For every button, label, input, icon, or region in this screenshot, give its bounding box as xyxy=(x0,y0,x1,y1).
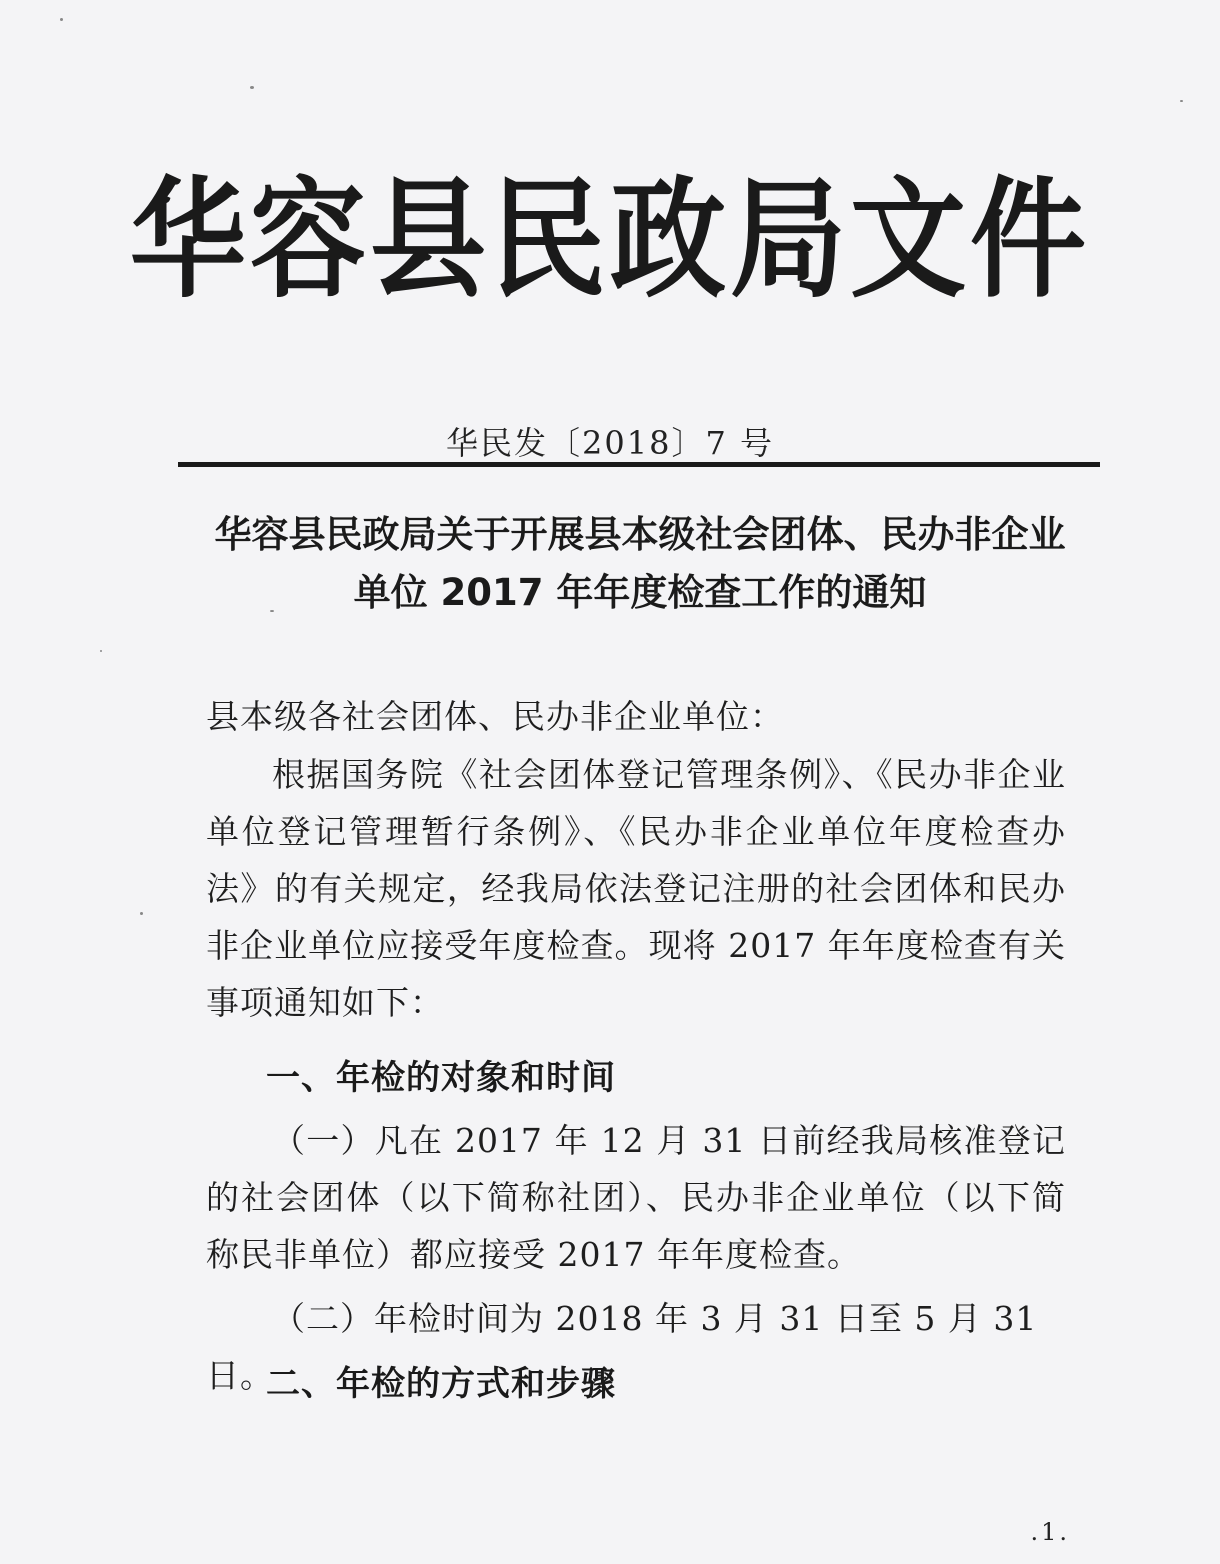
header-rule xyxy=(178,462,1100,467)
masthead-title: 华容县民政局文件 xyxy=(130,164,1090,316)
document-title-line-1: 华容县民政局关于开展县本级社会团体、民办非企业 xyxy=(214,513,1066,556)
intro-paragraph: 根据国务院《社会团体登记管理条例》、《民办非企业单位登记管理暂行条例》、《民办非企业单位年度检查办法》的有关规定，经我局依法登记注册的社会团体和民办非企业单位应接受年度检查。现将 2017 年年度检查有关事项通知如下： xyxy=(206,755,1066,1022)
page-number: .1. xyxy=(1030,1518,1070,1546)
document-title-line-2: 单位 2017 年年度检查工作的通知 xyxy=(353,571,927,614)
section-1-item-1: （一）凡在 2017 年 12 月 31 日前经我局核准登记的社会团体（以下简称社团）、民办非企业单位（以下简称民非单位）都应接受 2017 年年度检查。 xyxy=(206,1121,1066,1274)
section-1-heading: 一、年检的对象和时间 xyxy=(266,1058,616,1098)
scan-speck xyxy=(1180,100,1183,102)
scan-speck xyxy=(100,650,102,652)
scan-speck xyxy=(250,86,254,89)
document-title xyxy=(150,506,1130,622)
scan-speck xyxy=(270,610,274,612)
section-1-item-2: （二）年检时间为 2018 年 3 月 31 日至 5 月 31 日。 xyxy=(206,1299,1038,1395)
section-2-heading: 二、年检的方式和步骤 xyxy=(266,1364,616,1404)
scan-speck xyxy=(60,18,63,21)
document-number: 华民发〔2018〕7 号 xyxy=(446,424,774,462)
addressee: 县本级各社会团体、民办非企业单位： xyxy=(206,697,784,736)
scan-speck xyxy=(140,912,143,915)
